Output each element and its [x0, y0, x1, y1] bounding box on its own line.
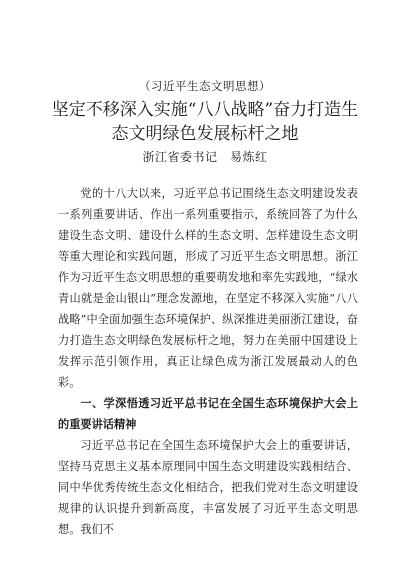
series-label: （习近平生态文明思想） [139, 79, 271, 93]
article-author: 浙江省委书记 易炼红 [142, 150, 268, 164]
article-title: 坚定不移深入实施“八八战略”奋力打造生态文明绿色发展标杆之地 [51, 100, 359, 144]
section-paragraph: 习近平总书记在全国生态环境保护大会上的重要讲话，坚持马克思主义基本原理同中国生态文明建设实践相结合、同中华优秀传统生态文化相结合，把我们党对生态文明建设规律的认识提升到新高度，丰富发展了习近平生态文明思想。我们不 [58, 439, 358, 536]
section-heading: 一、学深悟透习近平总书记在全国生态环境保护大会上的重要讲话精神 [58, 397, 358, 431]
body-paragraph: 党的十八大以来，习近平总书记围绕生态文明建设发表一系列重要讲话、作出一系列重要指示，系统回答了为什么建设生态文明、建设什么样的生态文明、怎样建设生态文明等重大理论和实践问题，形成了习近平生态文明思想。浙江作为习近平生态文明思想的重要萌发地和率先实践地，“绿水青山就是金山银山”理念发源地，在坚定不移深入实施“八八战略”中全面加强生态环境保护、纵深推进美丽浙江建设，奋力打造生态文明绿色发展标杆之地，努力在美丽中国建设上发挥示范引领作用，真正让绿色成为浙江发展最动人的色彩。 [58, 187, 358, 389]
article-body [58, 183, 358, 540]
